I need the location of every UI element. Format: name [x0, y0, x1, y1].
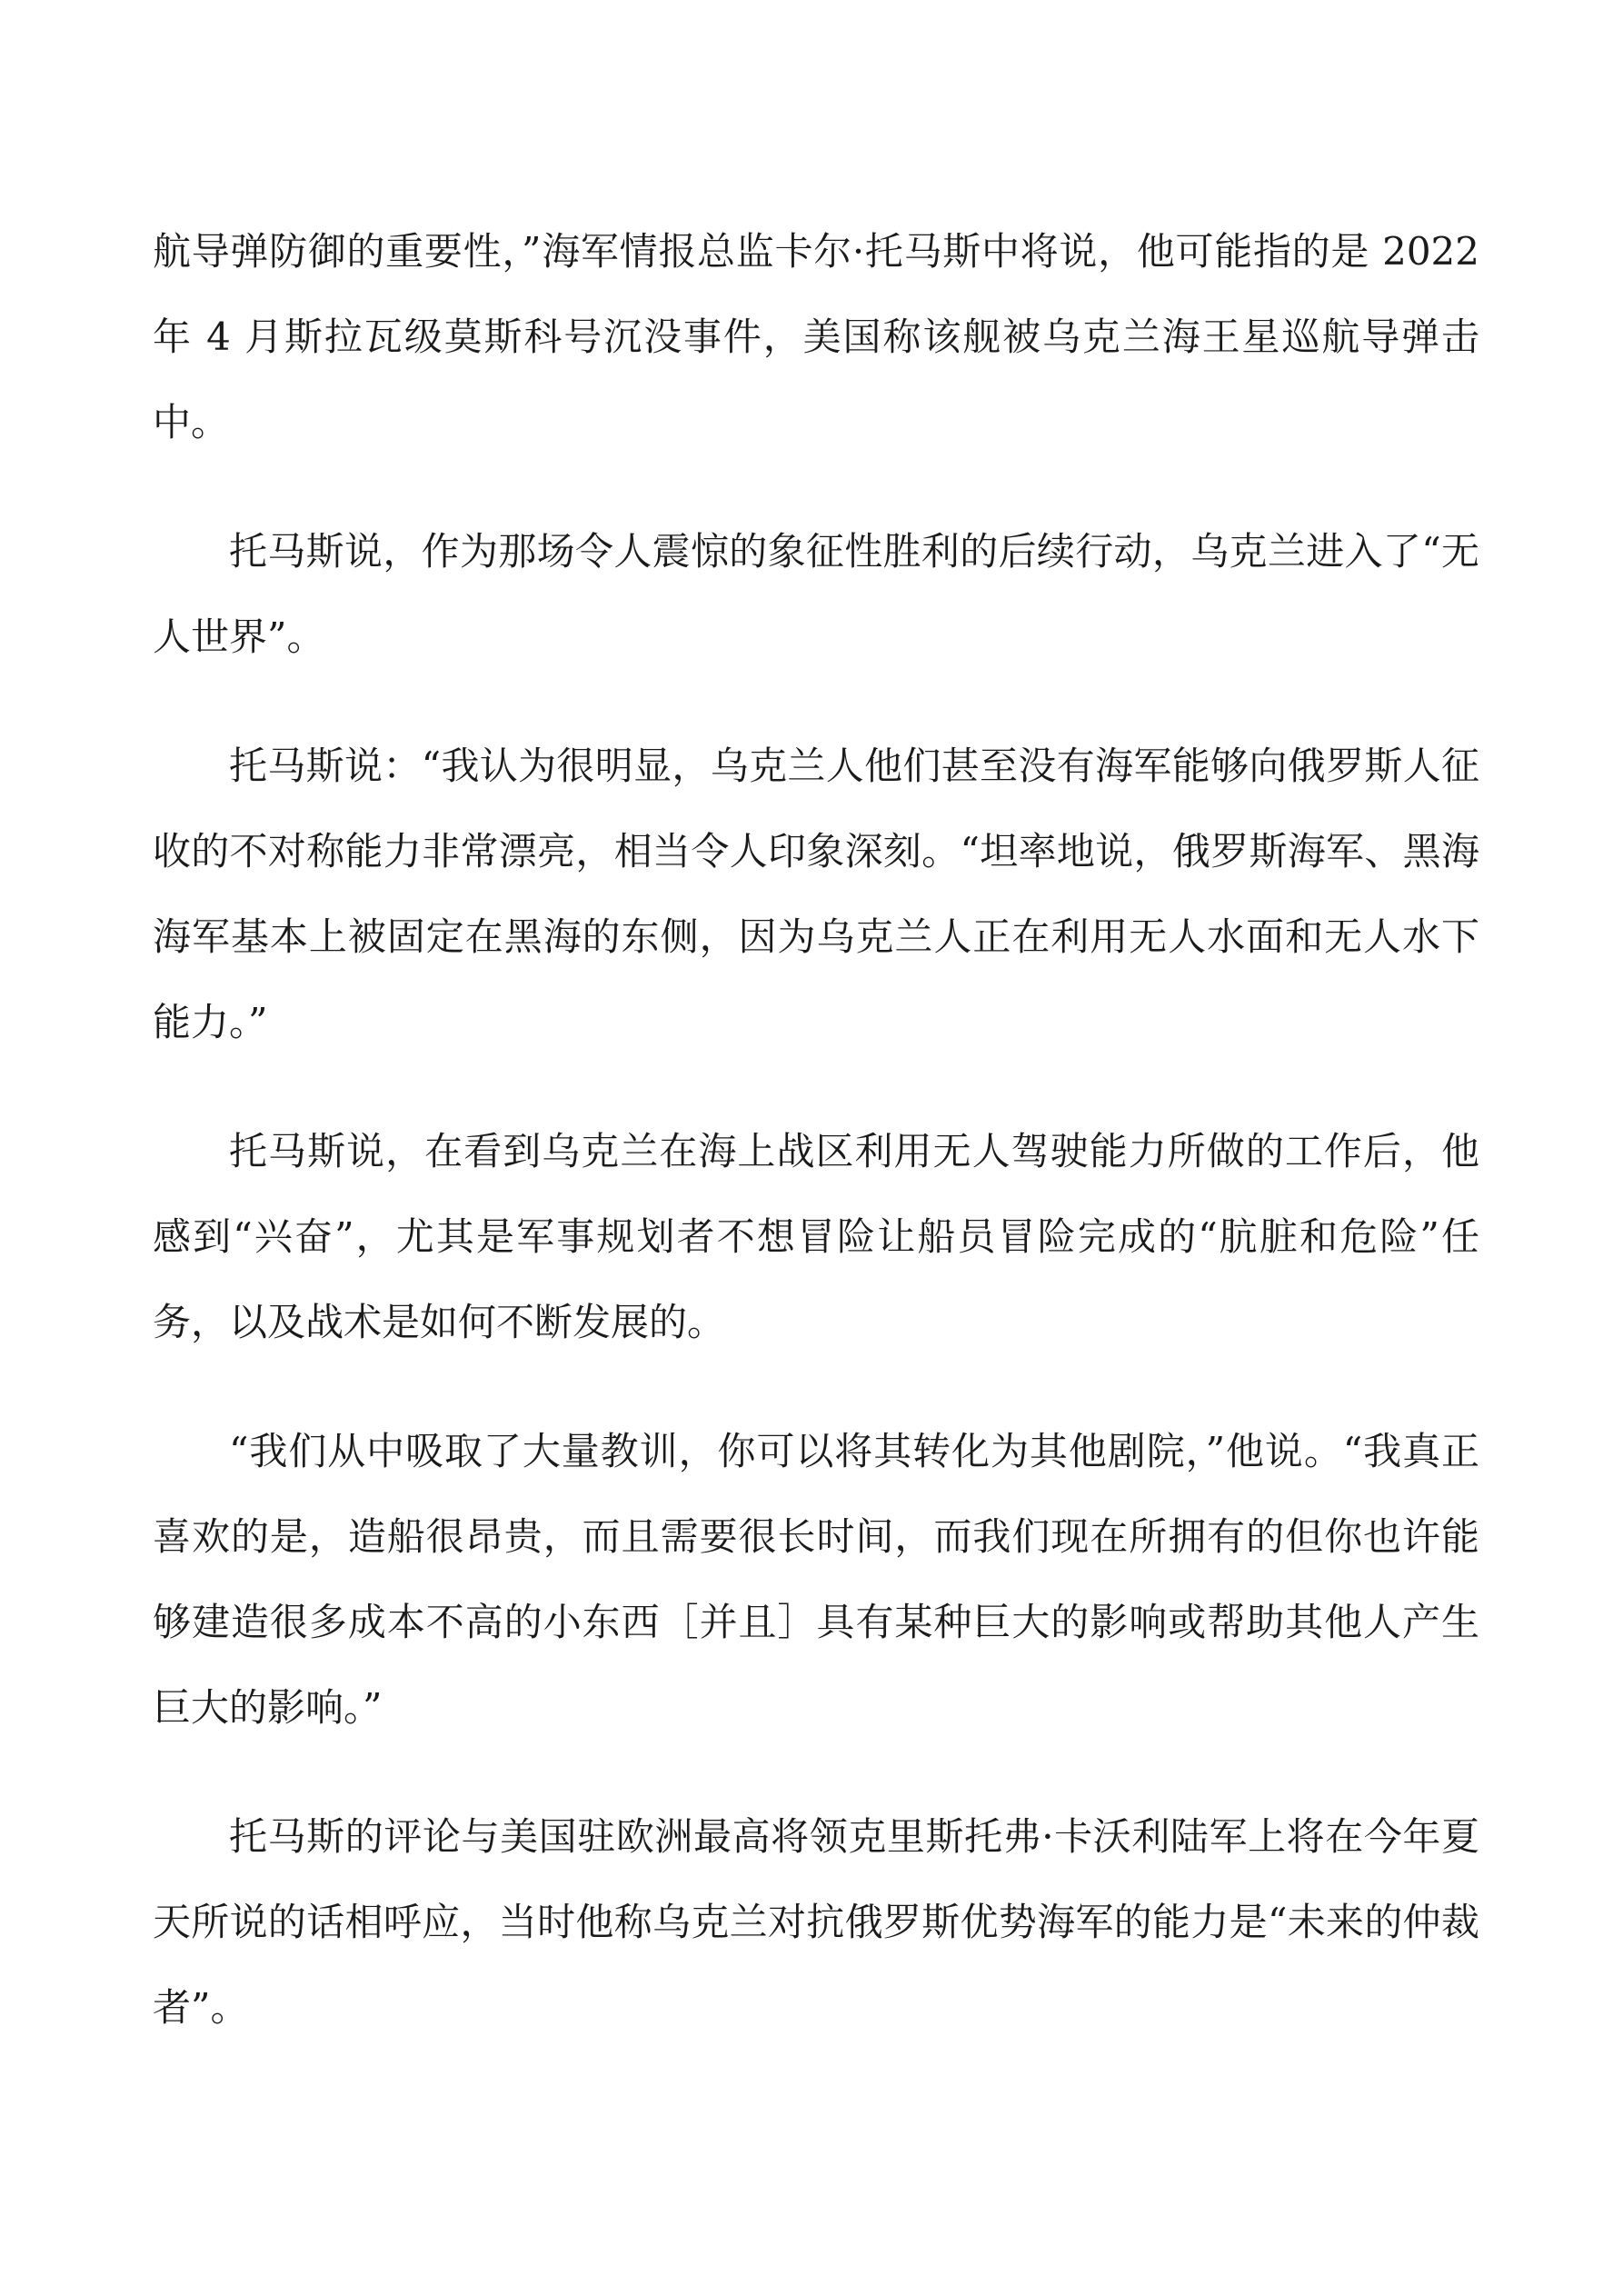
paragraph-continuation: 航导弹防御的重要性，”海军情报总监卡尔·托马斯中将说，他可能指的是 2022 年 4 月斯拉瓦级莫斯科号沉没事件，美国称该舰被乌克兰海王星巡航导弹击中。: [153, 229, 1479, 444]
paragraph: 托马斯的评论与美国驻欧洲最高将领克里斯托弗·卡沃利陆军上将在今年夏天所说的话相呼应，当时他称乌克兰对抗俄罗斯优势海军的能力是“未来的仲裁者”。: [153, 1814, 1479, 2030]
paragraph: 托马斯说，在看到乌克兰在海上战区利用无人驾驶能力所做的工作后，他感到“兴奋”，尤其是军事规划者不想冒险让船员冒险完成的“肮脏和危险”任务，以及战术是如何不断发展的。: [153, 1129, 1479, 1344]
paragraph: 托马斯说，作为那场令人震惊的象征性胜利的后续行动，乌克兰进入了“无人世界”。: [153, 529, 1479, 659]
article-body: [153, 209, 1479, 2094]
paragraph: 托马斯说：“我认为很明显，乌克兰人他们甚至没有海军能够向俄罗斯人征收的不对称能力非常漂亮，相当令人印象深刻。“坦率地说，俄罗斯海军、黑海海军基本上被固定在黑海的东侧，因为乌克兰人正在利用无人水面和无人水下能力。”: [153, 744, 1479, 1044]
paragraph: “我们从中吸取了大量教训，你可以将其转化为其他剧院，”他说。“我真正喜欢的是，造船很昂贵，而且需要很长时间，而我们现在所拥有的但你也许能够建造很多成本不高的小东西［并且］具有某种巨大的影响或帮助其他人产生巨大的影响。”: [153, 1429, 1479, 1730]
